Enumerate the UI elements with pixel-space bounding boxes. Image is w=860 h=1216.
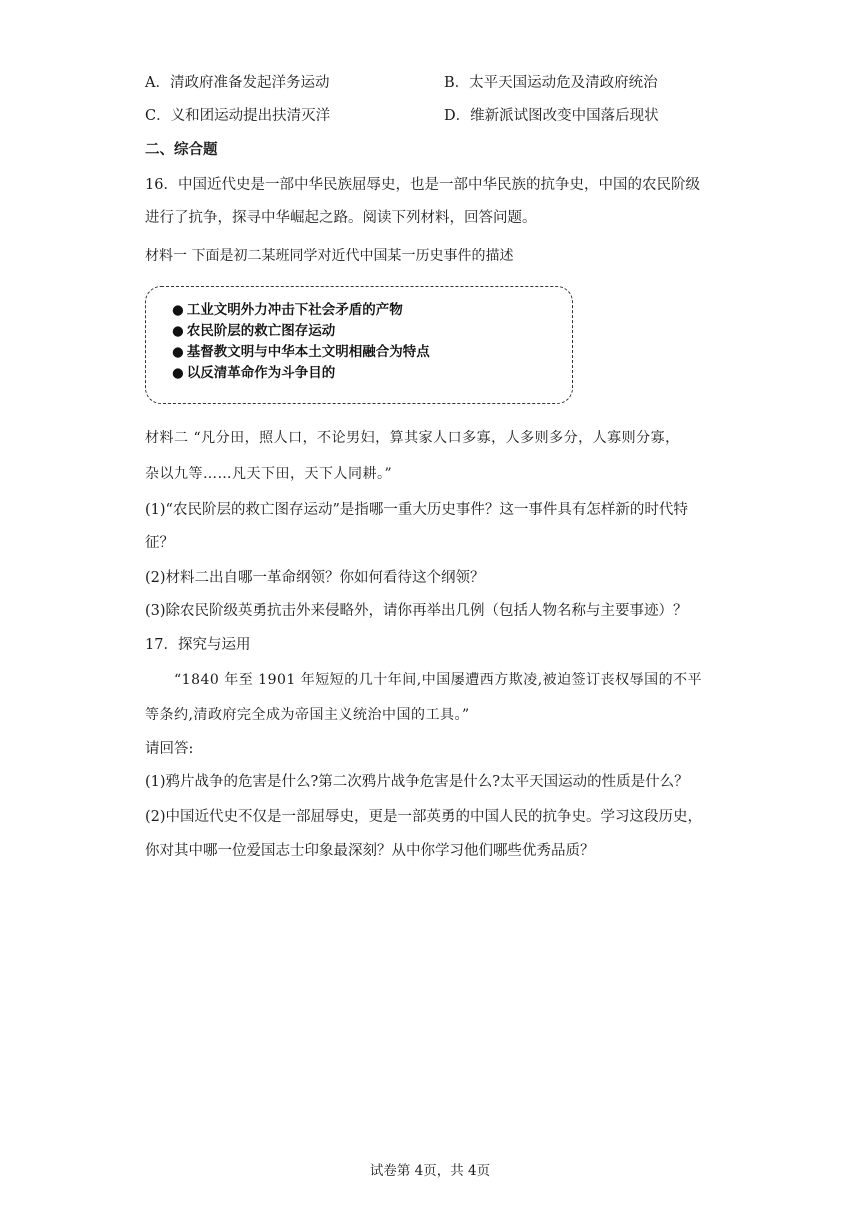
material2-line2: 杂以九等……凡天下田，天下人同耕。” [145, 466, 393, 482]
option-a: A．清政府准备发起洋务运动 [145, 75, 330, 91]
box-item: ● 基督教文明与中华本土文明相融合为特点 [172, 342, 572, 363]
box-item: ● 以反清革命作为斗争目的 [172, 363, 572, 384]
q16-stem-line2: 进行了抗争，探寻中华崛起之路。阅读下列材料，回答问题。 [145, 210, 537, 226]
option-b: B．太平天国运动危及清政府统治 [444, 75, 658, 91]
q16-sub1-line2: 征？ [145, 535, 174, 551]
box-item: ● 农民阶层的救亡图存运动 [172, 321, 572, 342]
option-d: D．维新派试图改变中国落后现状 [444, 108, 659, 124]
q17-sub2-line1: (2)中国近代史不仅是一部屈辱史，更是一部英勇的中国人民的抗争史。学习这段历史， [145, 809, 703, 825]
q16-sub2: (2)材料二出自哪一革命纲领？你如何看待这个纲领？ [145, 570, 485, 586]
q16-sub1-line1: (1)“农民阶层的救亡图存运动”是指哪一重大历史事件？这一事件具有怎样新的时代特 [145, 502, 688, 518]
bullet-icon: ● [172, 302, 184, 318]
bullet-icon: ● [172, 344, 184, 360]
q17-title: 17．探究与运用 [145, 637, 251, 653]
material1-label: 材料一 下面是初二某班同学对近代中国某一历史事件的描述 [145, 248, 514, 264]
q17-prompt: 请回答: [145, 741, 194, 757]
q17-quote-line1: “1840 年至 1901 年短短的几十年间,中国屡遭西方欺凌,被迫签订丧权辱国的不平 [174, 672, 703, 688]
q16-sub3: (3)除农民阶级英勇抗击外来侵略外，请你再举出几例（包括人物名称与主要事迹）？ [145, 603, 688, 619]
page-footer: 试卷第 4页，共 4页 [369, 1163, 491, 1179]
material1-box [145, 286, 573, 404]
bullet-icon: ● [172, 323, 184, 339]
material2-line1: 材料二 “凡分田，照人口，不论男妇，算其家人口多寡，人多则多分，人寡则分寡， [145, 430, 680, 446]
box-item: ● 工业文明外力冲击下社会矛盾的产物 [172, 300, 572, 321]
q17-sub1: (1)鸦片战争的危害是什么?第二次鸦片战争危害是什么?太平天国运动的性质是什么？ [145, 774, 689, 790]
q17-sub2-line2: 你对其中哪一位爱国志士印象最深刻？从中你学习他们哪些优秀品质？ [145, 843, 595, 859]
bullet-icon: ● [172, 365, 184, 381]
option-c: C．义和团运动提出扶清灭洋 [145, 108, 331, 124]
q16-stem-line1: 16．中国近代史是一部中华民族屈辱史，也是一部中华民族的抗争史，中国的农民阶级 [145, 177, 700, 193]
section-title: 二、综合题 [145, 141, 218, 158]
q17-quote-line2: 等条约,清政府完全成为帝国主义统治中国的工具。” [145, 707, 470, 723]
